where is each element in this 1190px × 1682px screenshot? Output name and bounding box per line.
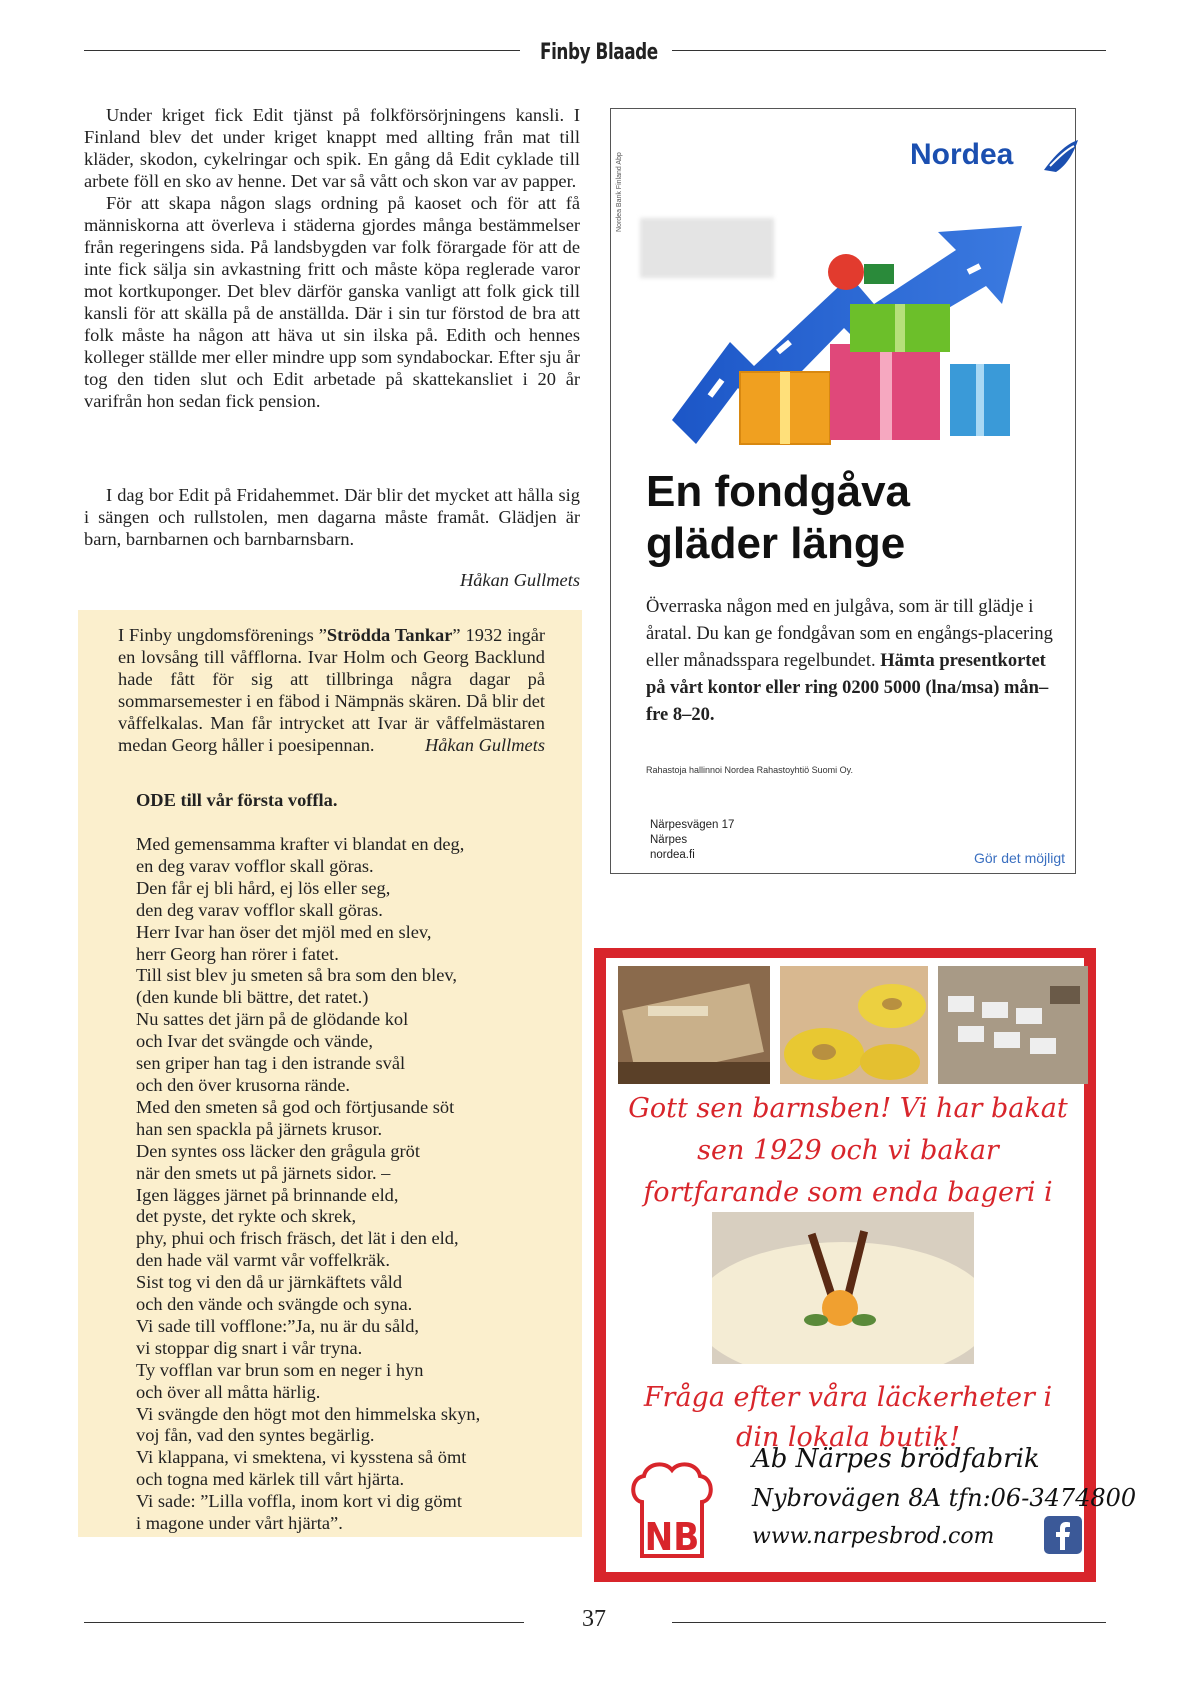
nordea-headline-line: En fondgåva — [646, 467, 911, 516]
nordea-body — [646, 594, 1066, 729]
nordea-headline-line: gläder länge — [646, 519, 906, 568]
bakery-company: Ab Närpes brödfabrik — [752, 1444, 1040, 1474]
article-paragraph: I dag bor Edit på Fridahemmet. Där blir det mycket att hålla sig i sängen och rullstolen, men dagarna måste framåt. Glädjen är barn, barnbarnen och barnbarnsbarn. — [84, 485, 580, 549]
poem-line: den deg varav vofflor skall göras. — [136, 899, 383, 920]
poem-line: Sist tog vi den då ur järnkäftets våld — [136, 1272, 403, 1293]
poem-line: voj fån, vad den syntes begärlig. — [136, 1425, 375, 1446]
nordea-address-line: Närpes — [650, 834, 688, 846]
poem-line: när den smets ut på järnets sidor. – — [136, 1162, 391, 1183]
poem-line: Till sist blev ju smeten så bra som den blev, — [136, 965, 457, 986]
poem-title: ODE till vår första voffla. — [136, 790, 338, 810]
poem-line: och togna med kärlek till vårt hjärta. — [136, 1469, 405, 1490]
poem-intro-signature: Håkan Gullmets — [424, 735, 545, 755]
poem-line: Med den smeten så god och förtjusande söt — [136, 1096, 455, 1117]
footer-rule-left — [84, 1622, 524, 1623]
poem-line: en deg varav vofflor skall göras. — [136, 855, 374, 876]
poem-line: den hade väl varmt vår voffelkräk. — [136, 1250, 390, 1271]
article-column-end — [84, 484, 580, 550]
poem-intro — [118, 624, 545, 756]
nordea-address-line: Närpesvägen 17 — [650, 819, 735, 831]
nordea-side-text: Nordea Bank Finland Abp — [616, 152, 623, 232]
poem-line: det pyste, det rykte och skrek, — [136, 1206, 357, 1227]
nordea-sail-icon — [1040, 136, 1080, 176]
poem-line: Den syntes oss läcker den grågula gröt — [136, 1140, 420, 1161]
poem-line: Ty vofflan var brun som en neger i hyn — [136, 1359, 424, 1380]
header-rule-right — [672, 50, 1106, 51]
poem-line: Nu sattes det järn på de glödande kol — [136, 1009, 409, 1030]
poem-line: och Ivar det svängde och vände, — [136, 1031, 373, 1052]
poem-line: herr Georg han rörer i fatet. — [136, 943, 339, 964]
nordea-headline — [646, 466, 910, 570]
poem-intro-text: ” 1932 ingår en lovsång till våfflorna. Ivar Holm och Georg Backlund hade fått för sig att tillbringa några dagar på sommarsemester i en fäbod i Nämpnäs skären. Då blir det våffelkalas. Man får intrycket att Ivar är våffelmästaren medan Georg håller i poesipennan. — [118, 625, 545, 755]
poem-source-title: Strödda Tankar — [326, 625, 453, 645]
nordea-body-text: Överraska någon med en julgåva, som är till glädje i åratal. Du kan ge fondgåvan som en engångs-placering eller månadsspara regelbundet. — [646, 597, 1053, 671]
nordea-fine-print: Rahastoja hallinnoi Nordea Rahastoyhtiö Suomi Oy. — [646, 765, 853, 775]
poem-line: Med gemensamma krafter vi blandat en deg, — [136, 834, 465, 854]
article-paragraph: För att skapa någon slags ordning på kaoset och för att få människorna att överleva i städerna gjordes många bestämmelser från regeringens sida. På landsbygden var folk förargade för att de inte fick sälja sin avkastning fritt och måste köpa reglerade varor mot kortkuponger. Det blev därför ganska vanligt att folk gick till kansli för att skälla på de anställda. Där i sin tur förstod de bra att folk måste ha någon att häva ut sin ilska på. Edith och hennes kolleger ställde mer eller mindre upp som syndabockar. Efter sju år tog den tiden slut och Edit arbetade på skattekansliet i 20 år varifrån hon sedan fick pension. — [84, 193, 580, 411]
nb-logo-text: NB — [644, 1515, 700, 1559]
bakery-photo-buns — [780, 966, 928, 1084]
poem-line: vi stoppar dig snart i vår tryna. — [136, 1337, 363, 1358]
poem-line: (den kunde bli bättre, det ratet.) — [136, 987, 369, 1008]
nb-logo-icon — [628, 1460, 716, 1560]
bakery-photo-trays — [938, 966, 1088, 1084]
bakery-address: Nybrovägen 8A tfn:06-3474800 — [752, 1484, 1137, 1512]
poem-line: Vi sade: ”Lilla voffla, inom kort vi dig gömt — [136, 1491, 462, 1512]
bakery-website[interactable]: www.narpesbrod.com — [752, 1524, 995, 1549]
footer-rule-right — [672, 1622, 1106, 1623]
article-column — [84, 104, 580, 412]
nordea-body-cta: Hämta presentkortet på vårt kontor eller ring 0200 5000 (lna/msa) mån–fre 8–20. — [646, 651, 1049, 725]
nordea-logo — [910, 138, 1013, 172]
poem-line: och den vände och svängde och syna. — [136, 1294, 413, 1315]
page-number: 37 — [582, 1606, 606, 1632]
nordea-url[interactable]: nordea.fi — [650, 849, 695, 861]
poem-line: Vi sade till vofflone:”Ja, nu är du såld, — [136, 1315, 420, 1336]
masthead: Finby Blaade — [540, 40, 658, 65]
bakery-call-to-action: Fråga efter våra läckerheter i din lokala butik! — [643, 1382, 1053, 1453]
poem-lines — [136, 834, 480, 1535]
poem-line: sen griper han tag i den istrande svål — [136, 1053, 406, 1074]
article-paragraph: Under kriget fick Edit tjänst på folkförsörjningens kansli. I Finland blev det under kriget knappt med allting från mat till kläder, skodon, cykelringar och spik. En gång då Edit cyklade till arbete föll en sko av henne. Det var så vått och skon var av papper. — [84, 105, 580, 191]
facebook-icon[interactable] — [1044, 1516, 1082, 1554]
poem-line: i magone under vårt hjärta”. — [136, 1513, 343, 1534]
poem-line: Vi klappana, vi smektena, vi kysstena så ömt — [136, 1447, 467, 1468]
poem-line: och över all måtta härlig. — [136, 1381, 321, 1402]
nordea-address — [650, 818, 734, 863]
poem-line: Herr Ivar han öser det mjöl med en slev, — [136, 921, 432, 942]
poem-line: Den får ej bli hård, ej lös eller seg, — [136, 877, 391, 898]
poem-line: phy, phui och frisch fräsch, det lät i den eld, — [136, 1228, 459, 1249]
poem-line: han sen spackla på järnets krusor. — [136, 1118, 383, 1139]
bakery-photo-cake — [712, 1212, 974, 1364]
header-rule-left — [84, 50, 520, 51]
poem-intro-text: I Finby ungdomsförenings ” — [118, 625, 327, 645]
nordea-logo-text: Nordea — [910, 138, 1014, 171]
poem-line: Vi svängde den högt mot den himmelska skyn, — [136, 1403, 481, 1424]
gift-arrow-illustration — [650, 224, 1070, 454]
poem-line: och den över krusorna rände. — [136, 1074, 350, 1095]
bakery-slogan: Gott sen barnsben! Vi har bakat sen 1929 och vi bakar fortfarande som enda bageri i — [628, 1093, 1068, 1208]
nordea-slogan: Gör det möjligt — [974, 850, 1066, 866]
bakery-photo-dough — [618, 966, 770, 1084]
poem-line: Igen lägges järnet på brinnande eld, — [136, 1184, 399, 1205]
article-byline: Håkan Gullmets — [459, 570, 580, 590]
